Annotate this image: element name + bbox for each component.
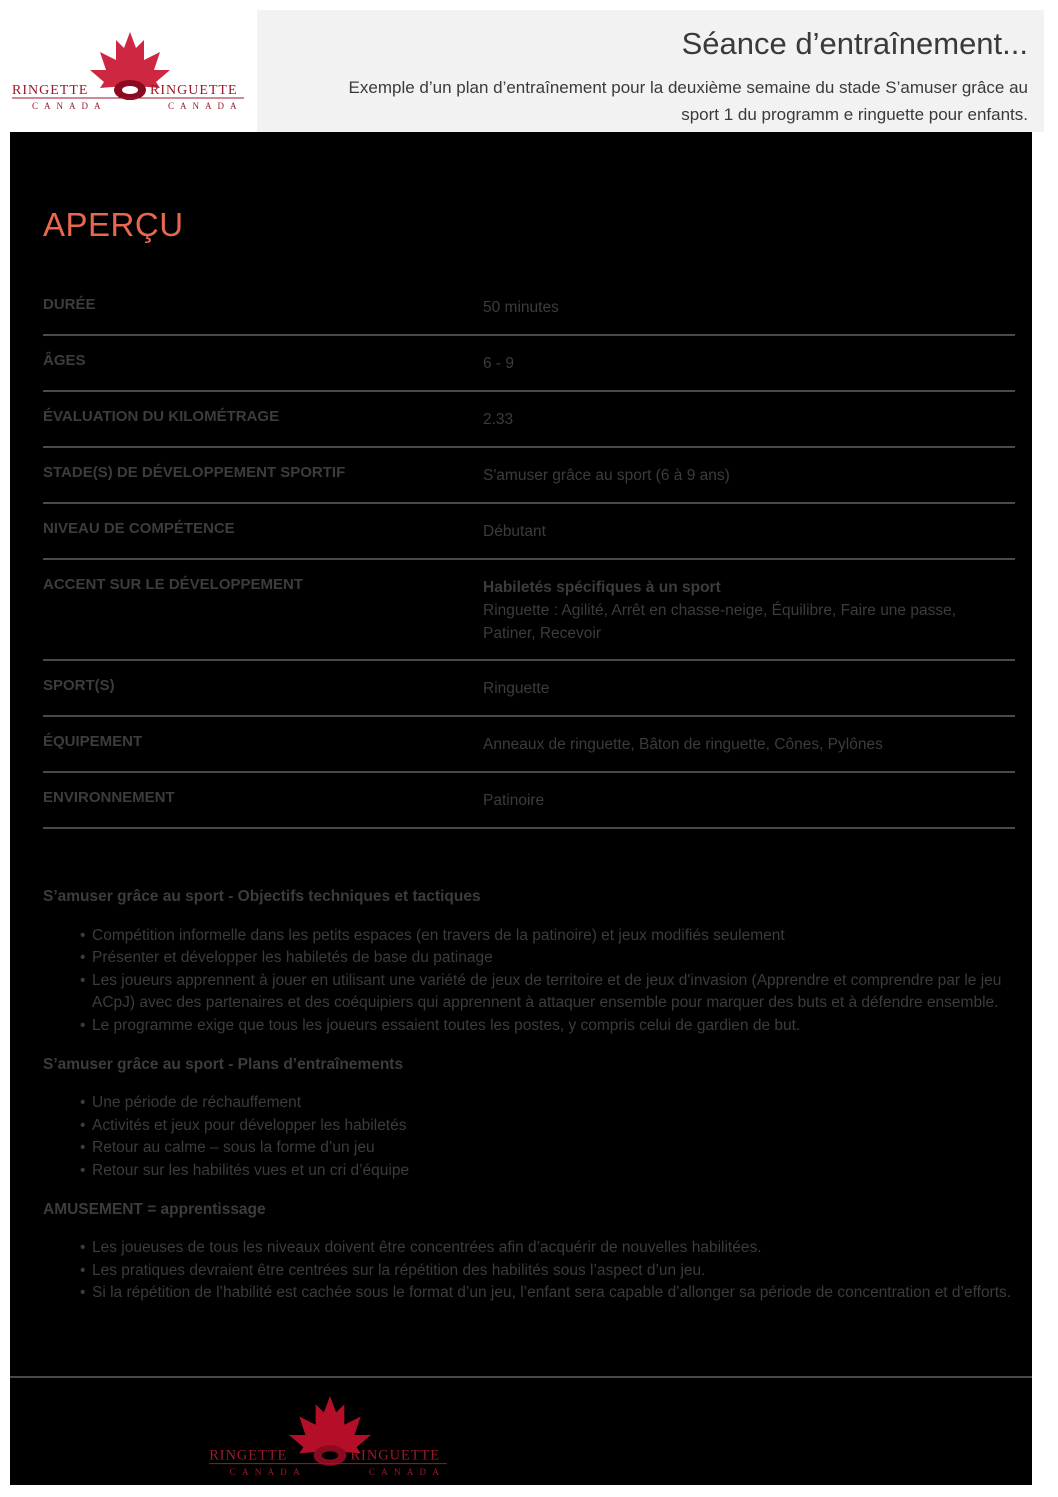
row-value: Anneaux de ringuette, Bâton de ringuette, Cônes, Pylônes xyxy=(483,736,883,753)
overview-row-ages xyxy=(43,336,1015,392)
list-item: • Si la répétition de l’habilité est cachée sous le format d’un jeu, l’enfant sera capable d’allonger sa période de concentration et d’efforts. xyxy=(80,1282,1018,1305)
logo-sub-left: CANADA xyxy=(32,101,107,111)
row-label: ÂGES xyxy=(43,352,86,369)
row-label: ÉVALUATION DU KILOMÉTRAGE xyxy=(43,408,280,425)
row-label: SPORT(S) xyxy=(43,677,115,694)
overview-row-duree xyxy=(43,280,1015,336)
ringette-canada-logo xyxy=(10,30,250,114)
row-value: Patinoire xyxy=(483,792,545,809)
row-value: Ringuette xyxy=(483,680,550,697)
list-item: • Retour sur les habilités vues et un cri d’équipe xyxy=(80,1160,1018,1183)
logo-right-word: RINGUETTE xyxy=(150,83,238,98)
logo-right-word: RINGUETTE xyxy=(350,1447,441,1464)
row-label: NIVEAU DE COMPÉTENCE xyxy=(43,520,235,537)
document-page xyxy=(10,10,1032,1485)
list-item: • Les joueurs apprennent à jouer en utilisant une variété de jeux de territoire et de jeux d'invasion (Apprendre et comprendre par le jeu ACpJ) avec des partenaires et des coéquipiers qui apprennent à attaquer ensemble pour marquer des buts et à défendre ensemble. xyxy=(80,970,1018,1015)
logo-sub-right: CANADA xyxy=(368,1466,446,1477)
body-text xyxy=(43,886,1018,1321)
row-label: ACCENT SUR LE DÉVELOPPEMENT xyxy=(43,576,304,593)
row-label: STADE(S) DE DÉVELOPPEMENT SPORTIF xyxy=(43,464,346,481)
footer-divider xyxy=(10,1376,1032,1378)
row-value-text: Ringuette : Agilité, Arrêt en chasse-neige, Équilibre, Faire une passe, Patiner, Recevoir xyxy=(483,602,957,642)
logo-left-word: RINGETTE xyxy=(12,83,89,98)
list-item: • Activités et jeux pour développer les habiletés xyxy=(80,1115,1018,1138)
row-value: 6 - 9 xyxy=(483,355,515,372)
header-logo-area xyxy=(10,10,257,132)
overview-row-equipement xyxy=(43,717,1015,773)
row-value xyxy=(483,576,1003,645)
row-label: ÉQUIPEMENT xyxy=(43,733,143,750)
list-item: • Compétition informelle dans les petits espaces (en travers de la patinoire) et jeux modifiés seulement xyxy=(80,925,1018,948)
overview-table xyxy=(43,280,1015,829)
overview-row-niveau xyxy=(43,504,1015,560)
document-subtitle: Exemple d’un plan d’entraînement pour la deuxième semaine du stade S’amuser grâce au sport 1 du programm e ringuette pour enfants. xyxy=(348,78,1028,124)
fun-list xyxy=(43,1237,1018,1305)
row-value: S'amuser grâce au sport (6 à 9 ans) xyxy=(483,467,730,484)
footer-ringette-canada-logo xyxy=(200,1394,460,1480)
list-item: • Présenter et développer les habiletés de base du patinage xyxy=(80,947,1018,970)
fun-heading: AMUSEMENT = apprentissage xyxy=(43,1200,266,1218)
row-value: Débutant xyxy=(483,523,546,540)
list-item: • Les pratiques devraient être centrées sur la répétition des habilités sous l’aspect d’un jeu. xyxy=(80,1260,1018,1283)
logo-left-word: RINGETTE xyxy=(209,1447,288,1464)
logo-sub-right: CANADA xyxy=(168,101,243,111)
list-item: • Les joueuses de tous les niveaux doivent être concentrées afin d’acquérir de nouvelles habilitées. xyxy=(80,1237,1018,1260)
overview-row-accent xyxy=(43,560,1015,661)
row-value: 50 minutes xyxy=(483,299,559,316)
header-title-area xyxy=(257,10,1044,132)
logo-sub-left: CANADA xyxy=(229,1466,306,1477)
overview-row-environnement xyxy=(43,773,1015,829)
document-title: Séance d’entraînement... xyxy=(681,26,1028,61)
overview-row-stade xyxy=(43,448,1015,504)
list-item: • Le programme exige que tous les joueurs essaient toutes les postes, y compris celui de gardien de but. xyxy=(80,1015,1018,1038)
overview-row-sports xyxy=(43,661,1015,717)
objectives-list xyxy=(43,925,1018,1038)
plans-heading: S’amuser grâce au sport - Plans d’entraînements xyxy=(43,1055,404,1073)
plans-list xyxy=(43,1092,1018,1182)
overview-row-kilometrage xyxy=(43,392,1015,448)
row-value-heading: Habiletés spécifiques à un sport xyxy=(483,579,721,596)
row-label: ENVIRONNEMENT xyxy=(43,789,175,806)
overview-heading: APERÇU xyxy=(43,206,184,243)
objectives-heading: S’amuser grâce au sport - Objectifs techniques et tactiques xyxy=(43,888,481,905)
list-item: • Retour au calme – sous la forme d’un jeu xyxy=(80,1137,1018,1160)
list-item: • Une période de réchauffement xyxy=(80,1092,1018,1115)
row-label: DURÉE xyxy=(43,296,96,313)
row-value: 2.33 xyxy=(483,411,514,428)
